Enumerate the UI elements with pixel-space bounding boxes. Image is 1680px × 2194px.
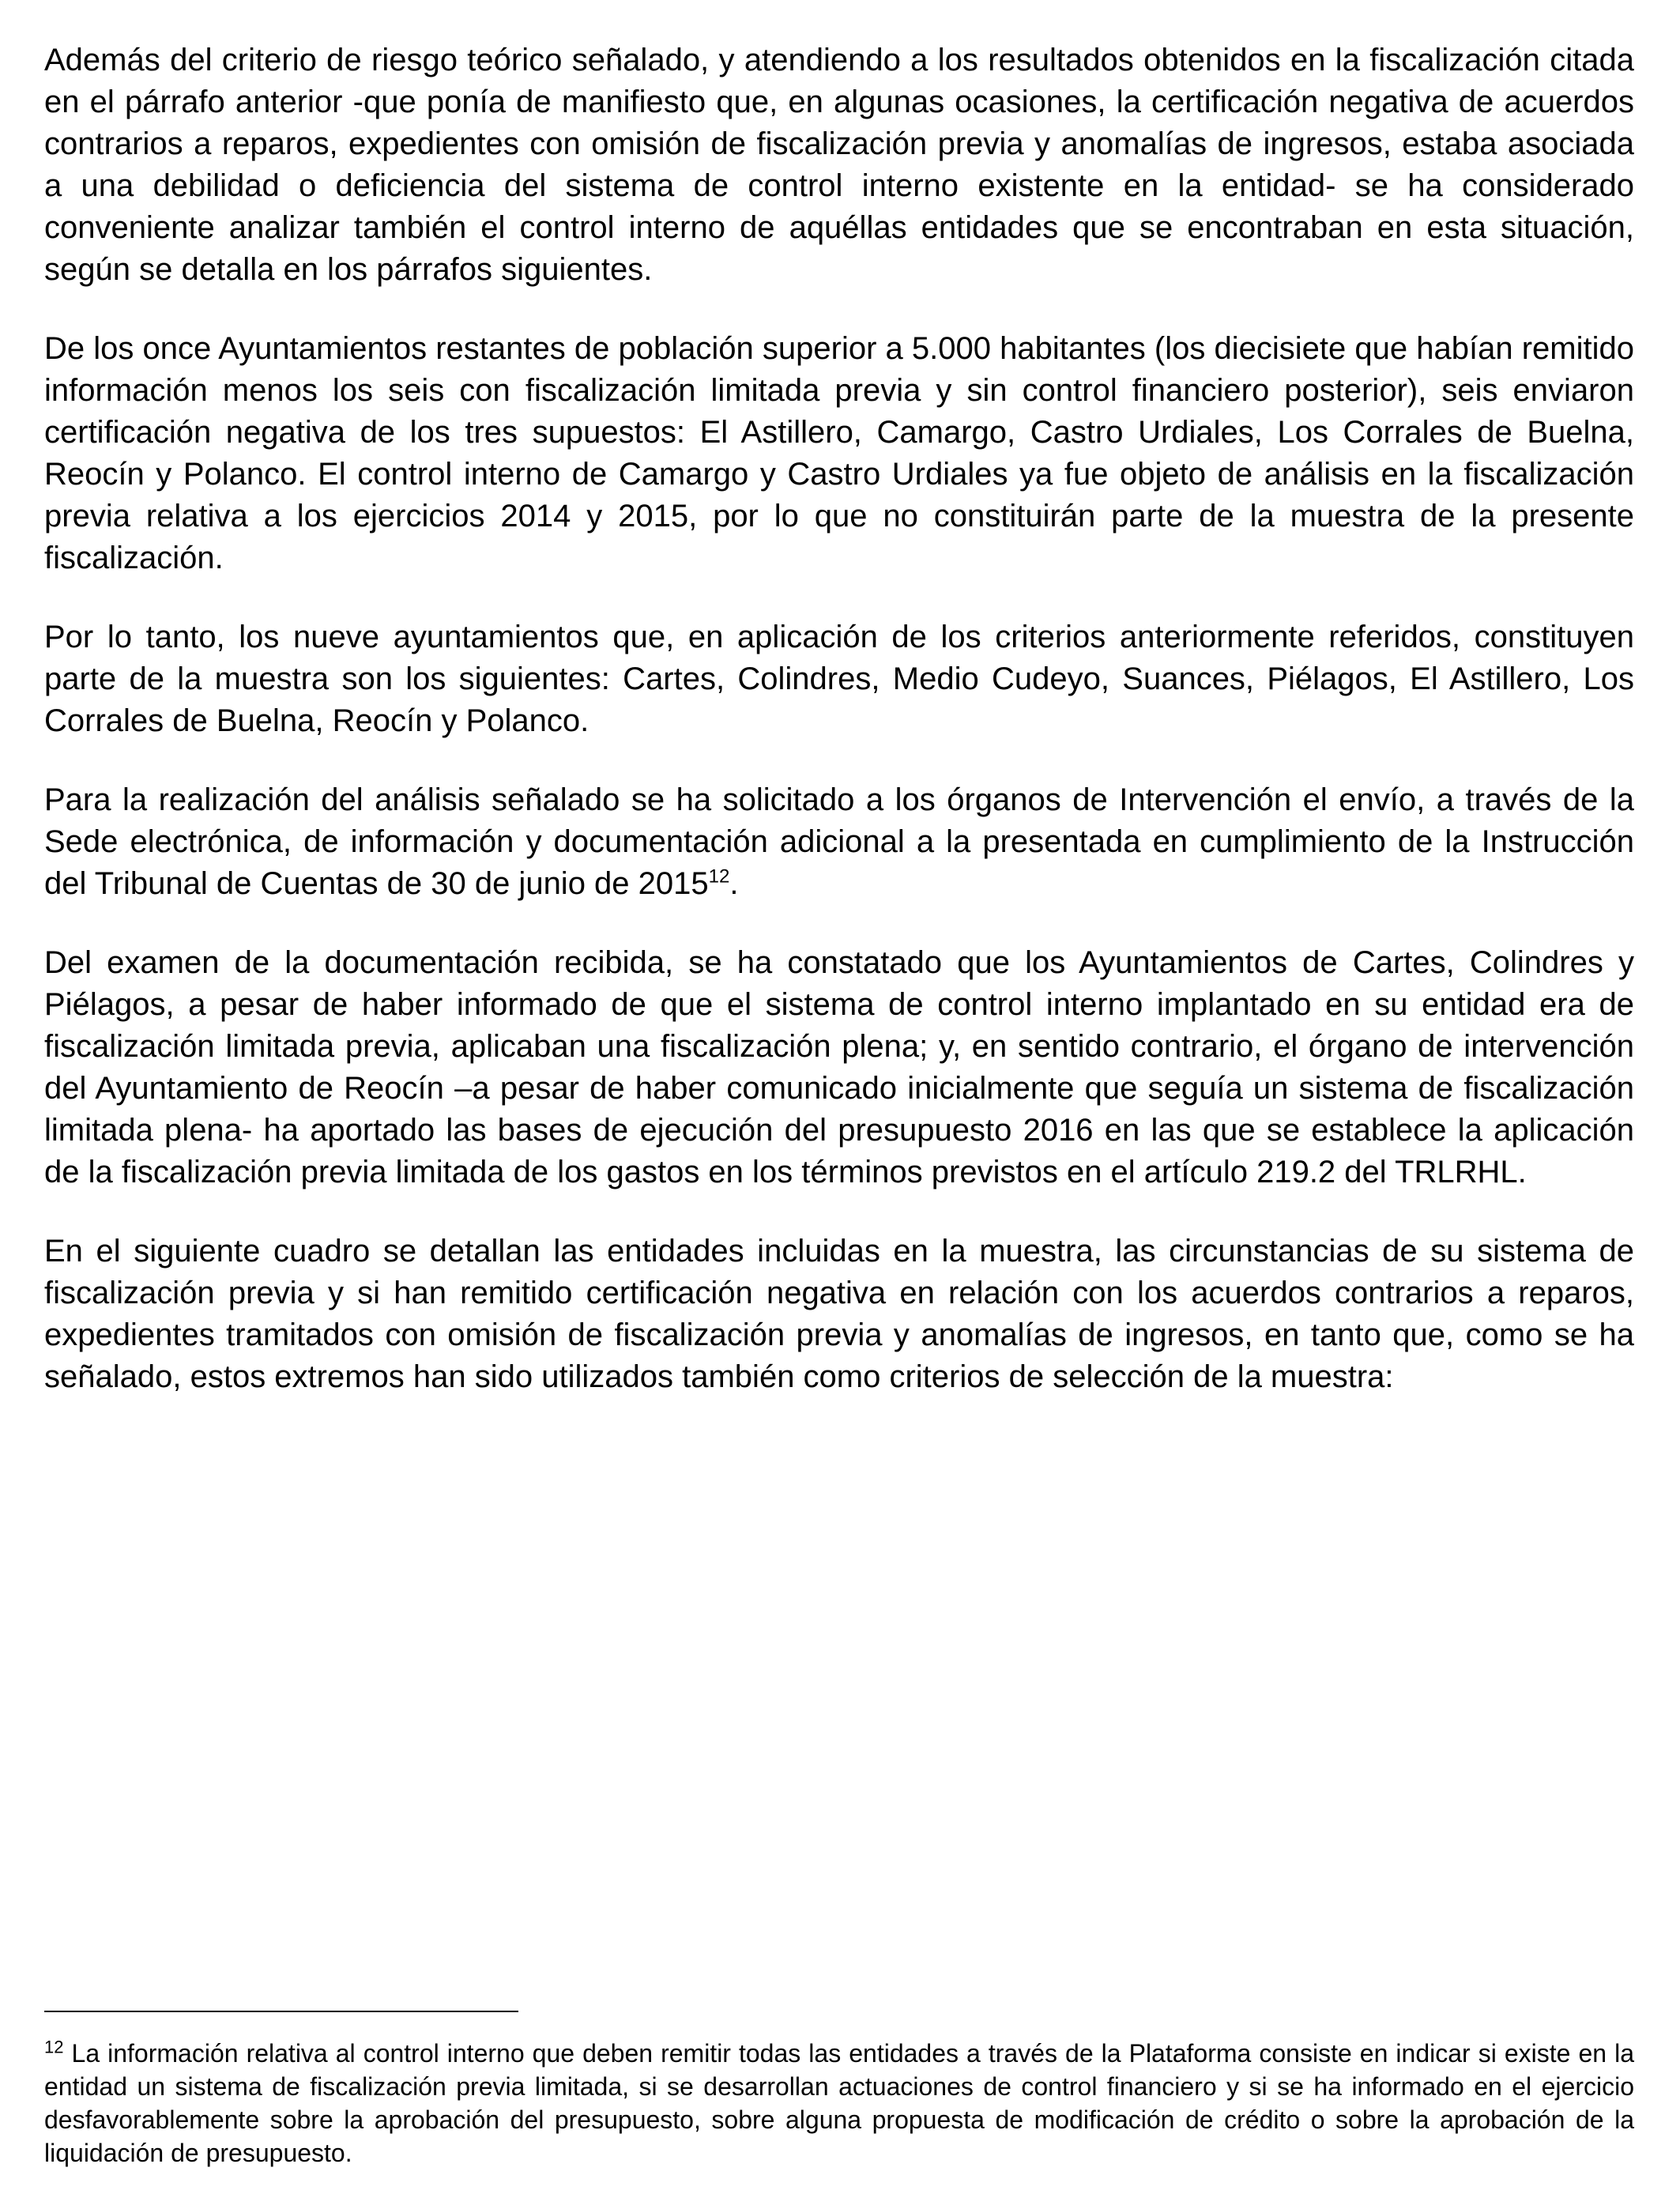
footnote-number: 12 <box>44 2037 64 2057</box>
paragraph-2: De los once Ayuntamientos restantes de población superior a 5.000 habitantes (los diecisiete que habían remitido información menos los seis con fiscalización limitada previa y sin control financiero posterior), seis enviaron certificación negativa de los tres supuestos: El Astillero, Camargo, Castro Urdiales, Los Corrales de Buelna, Reocín y Polanco. El control interno de Camargo y Castro Urdiales ya fue objeto de análisis en la fiscalización previa relativa a los ejercicios 2014 y 2015, por lo que no constituirán parte de la muestra de la presente fiscalización. <box>44 331 1634 575</box>
paragraph-4-text: Para la realización del análisis señalado se ha solicitado a los órganos de Intervención el envío, a través de la Sede electrónica, de información y documentación adicional a la presentada en cumplimiento de la Instrucción del Tribunal de Cuentas de 30 de junio de 2015 <box>44 782 1634 901</box>
paragraph-4 <box>44 779 1634 905</box>
document-body <box>44 40 1634 1435</box>
paragraph-5: Del examen de la documentación recibida, se ha constatado que los Ayuntamientos de Cartes, Colindres y Piélagos, a pesar de haber informado de que el sistema de control interno implantado en su entidad era de fiscalización limitada previa, aplicaban una fiscalización plena; y, en sentido contrario, el órgano de intervención del Ayuntamiento de Reocín –a pesar de haber comunicado inicialmente que seguía un sistema de fiscalización limitada plena- ha aportado las bases de ejecución del presupuesto 2016 en las que se establece la aplicación de la fiscalización previa limitada de los gastos en los términos previstos en el artículo 219.2 del TRLRHL. <box>44 945 1634 1189</box>
footnote <box>44 2037 1634 2169</box>
footnote-divider <box>44 2011 518 2012</box>
paragraph-4-tail: . <box>729 866 739 901</box>
paragraph-3: Por lo tanto, los nueve ayuntamientos que, en aplicación de los criterios anteriormente referidos, constituyen parte de la muestra son los siguientes: Cartes, Colindres, Medio Cudeyo, Suances, Piélagos, El Astillero, Los Corrales de Buelna, Reocín y Polanco. <box>44 620 1634 738</box>
footnote-text: La información relativa al control interno que deben remitir todas las entidades a través de la Plataforma consiste en indicar si existe en la entidad un sistema de fiscalización previa limitada, si se desarrollan actuaciones de control financiero y si se ha informado en el ejercicio desfavorablemente sobre la aprobación del presupuesto, sobre alguna propuesta de modificación de crédito o sobre la aprobación de la liquidación de presupuesto. <box>44 2039 1635 2167</box>
footnote-reference[interactable]: 12 <box>708 865 730 888</box>
paragraph-6: En el siguiente cuadro se detallan las entidades incluidas en la muestra, las circunstancias de su sistema de fiscalización previa y si han remitido certificación negativa en relación con los acuerdos contrarios a reparos, expedientes tramitados con omisión de fiscalización previa y anomalías de ingresos, en tanto que, como se ha señalado, estos extremos han sido utilizados también como criterios de selección de la muestra: <box>44 1234 1634 1394</box>
paragraph-1: Además del criterio de riesgo teórico señalado, y atendiendo a los resultados obtenidos en la fiscalización citada en el párrafo anterior -que ponía de manifiesto que, en algunas ocasiones, la certificación negativa de acuerdos contrarios a reparos, expedientes con omisión de fiscalización previa y anomalías de ingresos, estaba asociada a una debilidad o deficiencia del sistema de control interno existente en la entidad- se ha considerado conveniente analizar también el control interno de aquéllas entidades que se encontraban en esta situación, según se detalla en los párrafos siguientes. <box>44 43 1634 287</box>
